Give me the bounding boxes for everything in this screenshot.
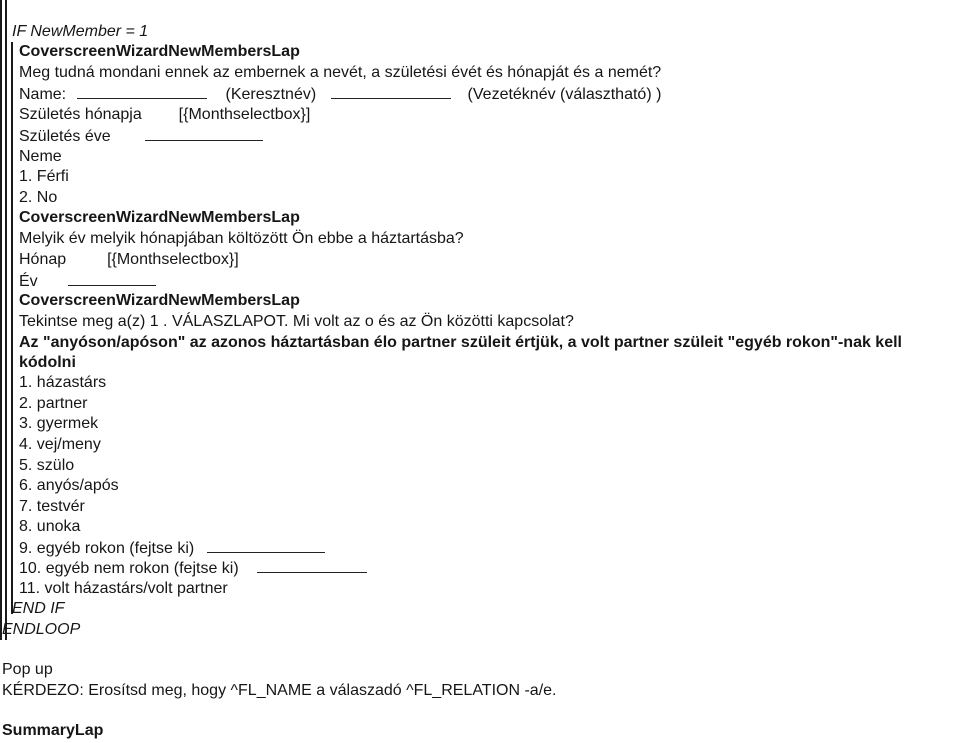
birth-year-label: Születés éve	[19, 128, 111, 145]
gender-label: Neme	[19, 148, 62, 165]
move-month-select[interactable]: [{Monthselectbox}]	[107, 251, 239, 268]
move-year-row	[19, 271, 156, 292]
end-if: END IF	[12, 600, 65, 617]
relation-option-10[interactable]: 10. egyéb nem rokon (fejtse ki)	[19, 560, 239, 577]
relation-option-3[interactable]: 3. gyermek	[19, 415, 99, 432]
relation-option-5[interactable]: 5. szülo	[19, 457, 75, 474]
popup-label: Pop up	[2, 661, 53, 678]
lap1-title: CoverscreenWizardNewMembersLap	[19, 43, 300, 60]
birth-year-field[interactable]	[145, 126, 263, 141]
firstname-field[interactable]	[77, 84, 207, 99]
relation-option-10-row	[19, 558, 367, 579]
gender-option-1[interactable]: 1. Férfi	[19, 168, 69, 185]
relation-option-6[interactable]: 6. anyós/após	[19, 477, 119, 494]
firstname-hint: (Keresztnév)	[225, 86, 317, 103]
endloop: ENDLOOP	[2, 621, 81, 638]
if-condition: IF NewMember = 1	[12, 23, 149, 40]
lap3-note-line2: kódolni	[19, 354, 76, 371]
gender-option-2[interactable]: 2. No	[19, 189, 58, 206]
relation-option-11[interactable]: 11. volt házastárs/volt partner	[19, 580, 228, 597]
lap2-title: CoverscreenWizardNewMembersLap	[19, 209, 300, 226]
lastname-hint: (Vezetéknév (választható) )	[467, 86, 662, 103]
move-month-row	[19, 250, 239, 270]
lap3-note-line1: Az "anyóson/apóson" az azonos háztartásban élo partner szüleit értjük, a volt partner szüleit "egyéb rokon"-nak kell	[19, 334, 902, 351]
relation-option-9[interactable]: 9. egyéb rokon (fejtse ki)	[19, 540, 195, 557]
relation-option-8[interactable]: 8. unoka	[19, 518, 81, 535]
summary-lap-title: SummaryLap	[2, 722, 104, 739]
move-year-label: Év	[19, 273, 38, 290]
relation-option-4[interactable]: 4. vej/meny	[19, 436, 101, 453]
lastname-field[interactable]	[331, 84, 451, 99]
birth-month-select[interactable]: [{Monthselectbox}]	[178, 106, 311, 123]
if-bracket-line	[11, 42, 13, 614]
lap3-question: Tekintse meg a(z) 1 . VÁLASZLAPOT. Mi volt az o és az Ön közötti kapcsolat?	[19, 313, 574, 330]
name-row	[19, 84, 661, 105]
birth-year-row	[19, 126, 263, 147]
relation-option-7[interactable]: 7. testvér	[19, 498, 85, 515]
loop-bracket-line-2	[5, 0, 7, 640]
kerdezo-instruction: KÉRDEZO: Erosítsd meg, hogy ^FL_NAME a válaszadó ^FL_RELATION -a/e.	[2, 682, 557, 699]
lap1-question: Meg tudná mondani ennek az embernek a nevét, a születési évét és hónapját és a nemét?	[19, 64, 662, 81]
birth-month-row	[19, 105, 310, 125]
lap3-title: CoverscreenWizardNewMembersLap	[19, 292, 300, 309]
move-year-field[interactable]	[68, 271, 156, 286]
relation-option-2[interactable]: 2. partner	[19, 395, 88, 412]
move-month-label: Hónap	[19, 251, 67, 268]
other-nonrelative-field[interactable]	[257, 558, 367, 573]
relation-option-1[interactable]: 1. házastárs	[19, 374, 107, 391]
lap2-question: Melyik év melyik hónapjában költözött Ön ebbe a háztartásba?	[19, 230, 464, 247]
birth-month-label: Születés hónapja	[19, 106, 142, 123]
other-relative-field[interactable]	[207, 538, 325, 553]
name-label: Name:	[19, 86, 67, 103]
loop-bracket-line	[0, 0, 2, 640]
relation-option-9-row	[19, 538, 325, 559]
